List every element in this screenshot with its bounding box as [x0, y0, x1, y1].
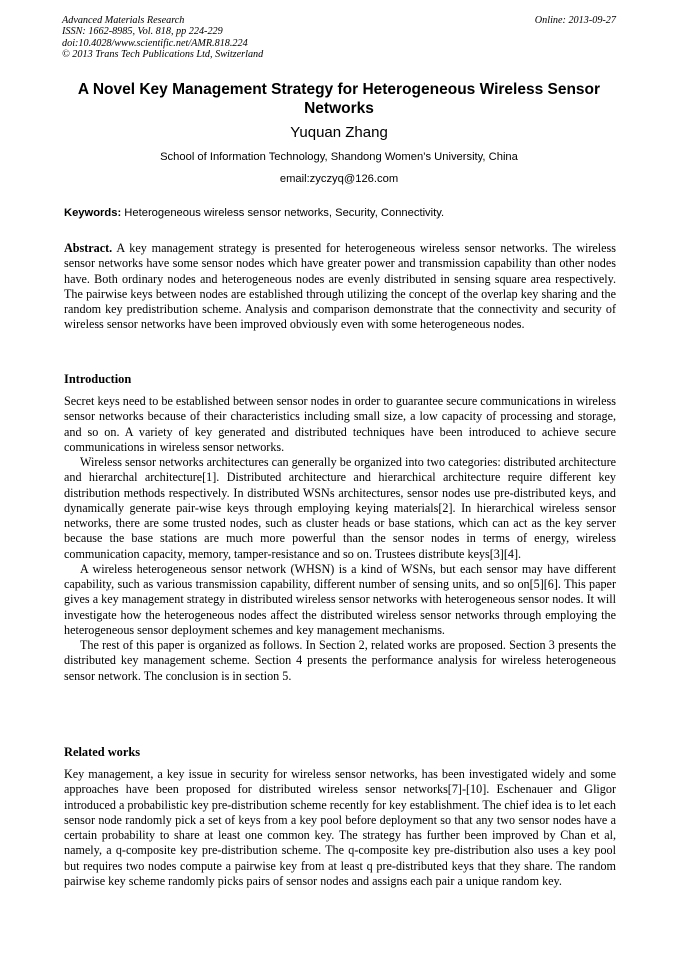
abstract [64, 241, 616, 333]
related-works-section [64, 745, 616, 889]
paragraph: Secret keys need to be established between sensor nodes in order to guarantee secure communications in wireless sensor networks because of their characteristics including small size, a low capacity of processing and storage, and so on. A variety of key generated and distributed techniques have been introduced to achieve secure communications in wireless sensor networks. [64, 394, 616, 454]
paragraph: Wireless sensor networks architectures can generally be organized into two categories: distributed architecture and hierarchal architecture[1]. Distributed architecture and hierarchical architecture require different key distribution methods respectively. In distributed WSNs architectures, sensor nodes use pre-distributed keys, and dynamically generate pair-wise keys through employing keying materials[2]. In hierarchical wireless sensor networks, there are some trusted nodes, such as cluster heads or base stations, which can act as the key server because the base stations are much more powerful than the sensor nodes in terms of energy, wireless communication capacity, memory, tamper-resistance and so on. Trustees distribute keys[3][4]. [64, 455, 616, 561]
online-date: Online: 2013-09-27 [534, 15, 616, 26]
doi-line: doi:10.4028/www.scientific.net/AMR.818.224 [62, 37, 248, 49]
copyright-line: © 2013 Trans Tech Publications Ltd, Switzerland [62, 49, 264, 61]
keywords-text: Heterogeneous wireless sensor networks, Security, Connectivity. [121, 207, 445, 219]
issn-line: ISSN: 1662-8985, Vol. 818, pp 224-229 [62, 26, 223, 38]
paragraph: Key management, a key issue in security for wireless sensor networks, has been investigated widely and some approaches have been proposed for distributed wireless sensor networks[7]-[10]. Eschenauer and Gligor introduced a probabilistic key pre-distribution scheme recently for key establishment. The chief idea is to let each sensor node randomly pick a set of keys from a key pool before deployment so that any two sensor nodes have a certain probability to share at least one common key. The strategy has further been improved by Chan et al, namely, a q-composite key pre-distribution scheme. The q-composite key pre-distribution also uses a key pool but requires two nodes compute a pairwise key from at least q pre-distributed keys that they share. The random pairwise key scheme randomly picks pairs of sensor nodes and assigns each pair a unique random key. [64, 767, 616, 888]
related-works-heading: Related works [64, 745, 141, 759]
paragraph: A wireless heterogeneous sensor network (WHSN) is a kind of WSNs, but each sensor may have different capability, such as various transmission capability, different number of sensing units, and so on[5][6]. This paper gives a key management strategy in distributed wireless sensor networks with heterogeneous sensor nodes. It will investigate how the heterogeneous nodes affect the distributed wireless sensor networks through employing the heterogeneous sensor deployment schemes and key management mechanisms. [64, 561, 616, 637]
author-email: email:zyczyq@126.com [279, 173, 399, 185]
journal-name: Advanced Materials Research [62, 15, 185, 26]
affiliation: School of Information Technology, Shandong Women’s University, China [160, 151, 518, 163]
keywords-line [64, 206, 616, 220]
journal-header [62, 15, 616, 61]
keywords-label: Keywords: [64, 207, 122, 219]
paragraph: The rest of this paper is organized as follows. In Section 2, related works are proposed. Section 3 presents the distributed key management scheme. Section 4 presents the performance analysis for wireless heterogeneous sensor network. The conclusion is in section 5. [64, 638, 616, 683]
abstract-text: A key management strategy is presented for heterogeneous wireless sensor networks. The wireless sensor networks have some sensor nodes which have greater power and transmission capability than other nodes have. Both ordinary nodes and heterogeneous nodes are evenly distributed in sensing square area respectively. The pairwise keys between nodes are established through utilizing the concept of the overlap key sharing and the random key predistribution scheme. Analysis and comparison demonstrate that the connectivity and security of wireless sensor networks have been improved obviously even with some heterogeneous nodes. [64, 241, 616, 332]
author-name: Yuquan Zhang [290, 124, 388, 141]
introduction-heading: Introduction [64, 372, 132, 386]
abstract-label: Abstract. [64, 241, 113, 255]
introduction-section [64, 372, 616, 684]
paper-title: A Novel Key Management Strategy for Heterogeneous Wireless Sensor Networks [77, 81, 601, 117]
